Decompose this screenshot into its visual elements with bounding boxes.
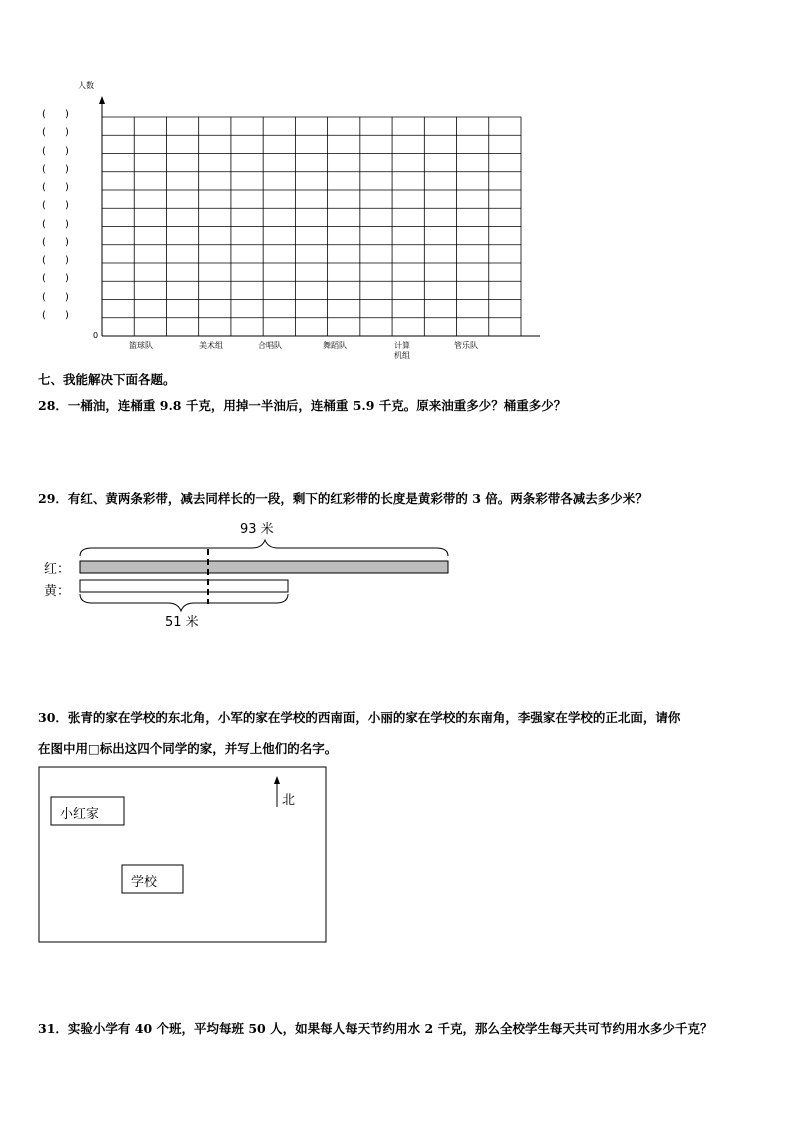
y-axis-blank: ( ) xyxy=(42,255,69,266)
question-31: 31．实验小学有 40 个班，平均每班 50 人，如果每人每天节约用水 2 千克，那么全校学生每天共可节约用水多少千克？ xyxy=(38,1021,713,1036)
x-category-label: 计算 机组 xyxy=(394,341,410,360)
origin-label: 0 xyxy=(93,331,99,340)
yellow-total-brace xyxy=(80,594,288,611)
y-axis-blank: ( ) xyxy=(42,109,69,120)
y-axis-blank: ( ) xyxy=(42,309,69,321)
north-arrow-head xyxy=(274,776,280,784)
x-category-label: 美术组 xyxy=(199,341,223,350)
x-category-label: 管乐队 xyxy=(454,341,478,350)
y-axis-blank: ( ) xyxy=(42,163,69,175)
x-category-label: 舞蹈队 xyxy=(323,341,347,350)
red-ribbon-label: 红： xyxy=(44,562,71,577)
y-axis-blank: ( ) xyxy=(42,236,69,248)
yellow-ribbon xyxy=(80,580,288,592)
question-28: 28．一桶油，连桶重 9.8 千克，用掉一半油后，连桶重 5.9 千克。原来油重多少？桶重多少？ xyxy=(38,398,567,413)
yellow-total-label: 51 米 xyxy=(165,615,199,630)
y-axis-blank: ( ) xyxy=(42,127,69,139)
red-total-brace xyxy=(80,540,448,556)
y-axis-blank: ( ) xyxy=(42,218,69,230)
x-category-label: 篮球队 xyxy=(129,341,153,350)
red-total-label: 93 米 xyxy=(240,522,274,537)
question-30-line1: 30．张青的家在学校的东北角，小军的家在学校的西南面，小丽的家在学校的东南角，李强家在学校的正北面，请你 xyxy=(38,710,681,725)
north-label: 北 xyxy=(282,793,296,808)
y-axis-blank: ( ) xyxy=(42,200,69,212)
question-30-line2: 在图中用□标出这四个同学的家，并写上他们的名字。 xyxy=(38,741,338,756)
x-category-label: 合唱队 xyxy=(258,341,282,350)
yellow-ribbon-label: 黄： xyxy=(44,584,71,599)
chart-grid xyxy=(102,117,521,336)
question-29: 29．有红、黄两条彩带，减去同样长的一段，剩下的红彩带的长度是黄彩带的 3 倍。两条彩带各减去多少米？ xyxy=(38,491,648,506)
y-axis-blank: ( ) xyxy=(42,182,69,193)
y-axis-blank: ( ) xyxy=(42,273,69,285)
section-heading: 七、我能解决下面各题。 xyxy=(38,372,176,387)
xiaohong-home-label: 小红家 xyxy=(60,807,100,822)
school-label: 学校 xyxy=(131,875,158,890)
red-ribbon xyxy=(80,561,448,573)
y-axis-blank: ( ) xyxy=(42,145,69,157)
y-axis-label: 人数 xyxy=(78,81,94,90)
y-axis-arrow xyxy=(99,96,105,104)
y-axis-blank: ( ) xyxy=(42,291,69,303)
